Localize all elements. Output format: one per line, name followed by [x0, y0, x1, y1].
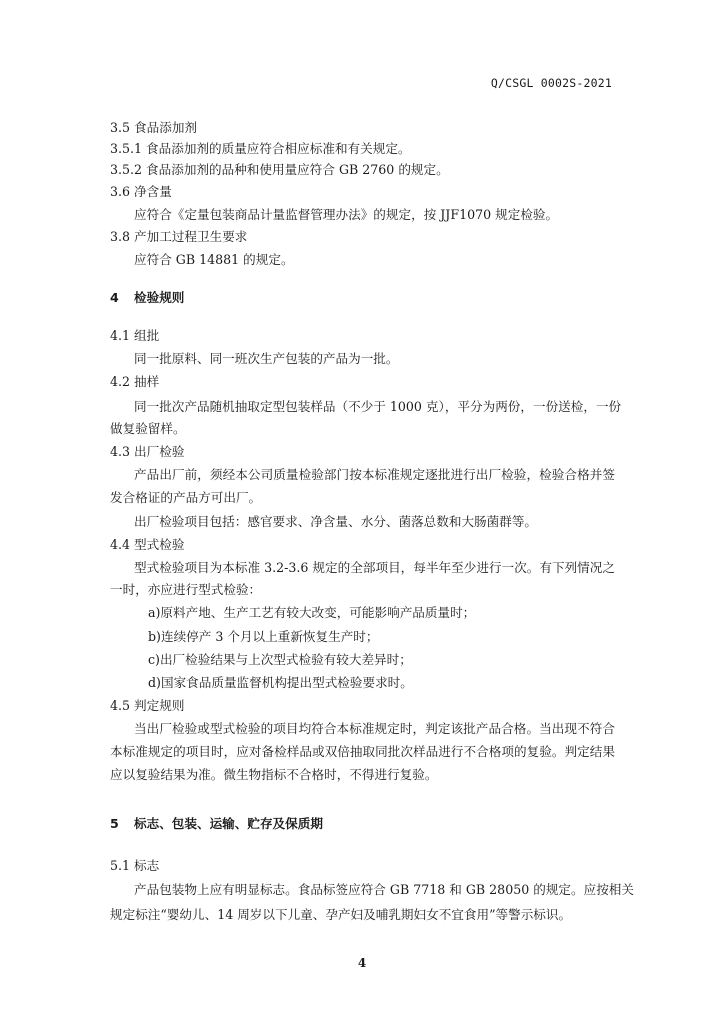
- section-heading-4: [110, 292, 184, 305]
- paragraph-line: 产品包装物上应有明显标志。食品标签应符合 GB 7718 和 GB 28050 的规定。应按相关: [134, 882, 634, 897]
- clause-text: 3.5.2 食品添加剂的品种和使用量应符合 GB 2760 的规定。: [110, 162, 449, 177]
- clause-heading: 4.5 判定规则: [110, 698, 185, 713]
- clause-heading: 3.6 净含量: [110, 184, 172, 199]
- section-title: 标志、包装、运输、贮存及保质期: [134, 816, 323, 831]
- paragraph-line: 出厂检验项目包括：感官要求、净含量、水分、菌落总数和大肠菌群等。: [134, 514, 537, 529]
- section-title: 检验规则: [134, 290, 185, 305]
- clause-heading: 4.3 出厂检验: [110, 444, 185, 459]
- document-code: Q/CSGL 0002S-2021: [490, 76, 612, 90]
- list-item: c)出厂检验结果与上次型式检验有较大差异时；: [148, 652, 412, 667]
- list-item: a)原料产地、生产工艺有较大改变，可能影响产品质量时；: [148, 605, 476, 620]
- paragraph-line: 应以复验结果为准。微生物指标不合格时，不得进行复验。: [110, 767, 438, 782]
- clause-heading: 4.2 抽样: [110, 374, 160, 389]
- paragraph-line: 发合格证的产品方可出厂。: [110, 490, 262, 505]
- list-item: b)连续停产 3 个月以上重新恢复生产时；: [148, 629, 379, 644]
- paragraph-line: 规定标注“婴幼儿、14 周岁以下儿童、孕产妇及哺乳期妇女不宜食用”等警示标识。: [110, 907, 572, 922]
- clause-heading: 3.5 食品添加剂: [110, 120, 198, 135]
- paragraph-line: 同一批次产品随机抽取定型包装样品（不少于 1000 克），平分为两份，一份送检，一份: [134, 399, 622, 414]
- paragraph-line: 应符合 GB 14881 的规定。: [134, 252, 294, 267]
- page-number: 4: [357, 956, 367, 970]
- section-number: 5: [110, 816, 119, 831]
- paragraph-line: 应符合《定量包装商品计量监督管理办法》的规定，按 JJF1070 规定检验。: [134, 207, 559, 222]
- clause-heading: 4.4 型式检验: [110, 537, 185, 552]
- list-item: d)国家食品质量监督机构提出型式检验要求时。: [148, 675, 413, 690]
- clause-heading: 5.1 标志: [110, 858, 160, 873]
- paragraph-line: 当出厂检验或型式检验的项目均符合本标准规定时，判定该批产品合格。当出现不符合: [134, 721, 615, 736]
- paragraph-line: 做复验留样。: [110, 421, 186, 436]
- clause-heading: 4.1 组批: [110, 328, 160, 343]
- paragraph-line: 本标准规定的项目时，应对备检样品或双倍抽取同批次样品进行不合格项的复验。判定结果: [110, 744, 615, 759]
- section-heading-5: [110, 818, 323, 831]
- clause-text: 3.5.1 食品添加剂的质量应符合相应标准和有关规定。: [110, 141, 411, 156]
- paragraph-line: 同一批原料、同一班次生产包装的产品为一批。: [134, 351, 399, 366]
- clause-heading: 3.8 产加工过程卫生要求: [110, 229, 248, 244]
- paragraph-line: 型式检验项目为本标准 3.2-3.6 规定的全部项目，每半年至少进行一次。有下列情况之: [134, 560, 615, 575]
- paragraph-line: 一时，亦应进行型式检验：: [110, 582, 262, 597]
- paragraph-line: 产品出厂前，须经本公司质量检验部门按本标准规定逐批进行出厂检验，检验合格并签: [134, 467, 615, 482]
- section-number: 4: [110, 290, 119, 305]
